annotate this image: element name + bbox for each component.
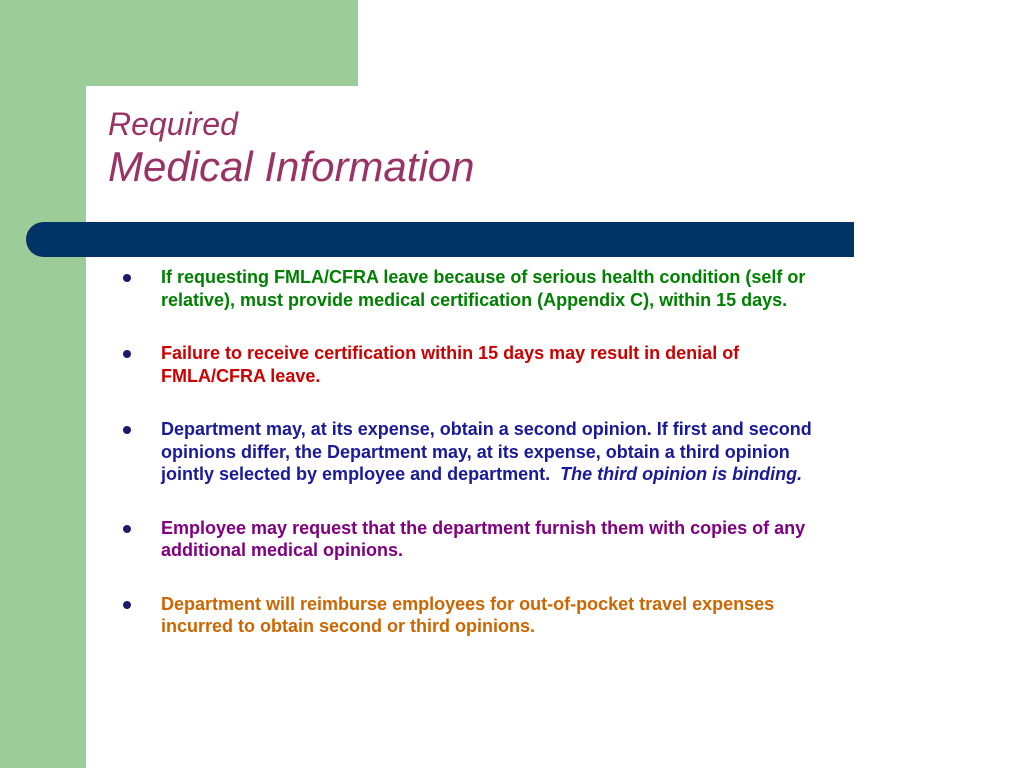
bullet-text: If requesting FMLA/CFRA leave because of serious health condition (self or relative), must provide medical certification (Appendix C), within 15 days. — [161, 267, 806, 310]
bullet-item-copies — [120, 517, 820, 562]
bullet-item-second-opinion — [120, 418, 820, 486]
title-divider-bar — [26, 222, 854, 257]
bullet-text: Failure to receive certification within 15 days may result in denial of FMLA/CFRA leave. — [161, 343, 740, 386]
title-line-1: Required — [108, 106, 238, 142]
bullet-text: Department may, at its expense, obtain a second opinion. If first and second opinions differ, the Department may, at its expense, obtain a third opinion jointly selected by employee and department. — [161, 419, 812, 484]
bullet-dot-icon — [123, 601, 131, 609]
bullet-list — [120, 266, 820, 638]
left-accent-strip — [0, 0, 86, 768]
bullet-dot-icon — [123, 426, 131, 434]
slide-title — [108, 108, 475, 194]
bullet-text: Department will reimburse employees for out-of-pocket travel expenses incurred to obtain second or third opinions. — [161, 593, 775, 636]
bullet-item-reimburse — [120, 593, 820, 638]
bullet-text: Employee may request that the department furnish them with copies of any additional medical opinions. — [161, 517, 806, 560]
title-line-2: Medical Information — [108, 143, 475, 190]
bullet-dot-icon — [123, 274, 131, 282]
bullet-item-failure — [120, 342, 820, 387]
top-accent-strip — [0, 0, 358, 86]
bullet-item-certification — [120, 266, 820, 311]
bullet-dot-icon — [123, 525, 131, 533]
bullet-emphasis-text: The third opinion is binding. — [560, 464, 803, 484]
bullet-dot-icon — [123, 350, 131, 358]
